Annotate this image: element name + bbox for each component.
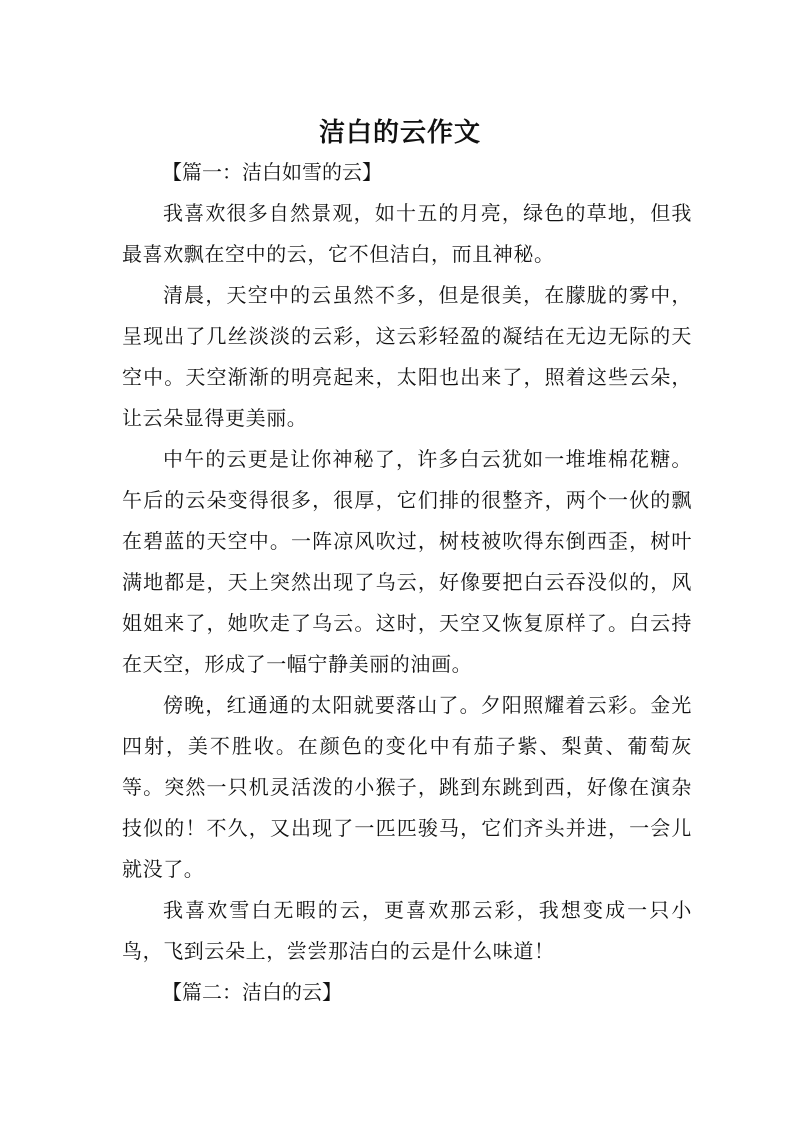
document-title: 洁白的云作文 xyxy=(318,118,481,149)
section-heading-2: 【篇二：洁白的云】 xyxy=(162,980,342,1004)
paragraph-5: 我喜欢雪白无暇的云，更喜欢那云彩，我想变成一只小鸟，飞到云朵上，尝尝那洁白的云是什么味道！ xyxy=(122,898,692,963)
paragraph-2: 清晨，天空中的云虽然不多，但是很美，在朦胧的雾中，呈现出了几丝淡淡的云彩，这云彩轻盈的凝结在无边无际的天空中。天空渐渐的明亮起来，太阳也出来了，照着这些云朵，让云朵显得更美丽。 xyxy=(122,283,692,430)
paragraph-3: 中午的云更是让你神秘了，许多白云犹如一堆堆棉花糖。午后的云朵变得很多，很厚，它们排的很整齐，两个一伙的飘在碧蓝的天空中。一阵凉风吹过，树枝被吹得东倒西歪，树叶满地都是，天上突然出现了乌云，好像要把白云吞没似的，风姐姐来了，她吹走了乌云。这时，天空又恢复原样了。白云持在天空，形成了一幅宁静美丽的油画。 xyxy=(122,447,692,676)
paragraph-4: 傍晚，红通通的太阳就要落山了。夕阳照耀着云彩。金光四射，美不胜收。在颜色的变化中有茄子紫、梨黄、葡萄灰等。突然一只机灵活泼的小猴子，跳到东跳到西，好像在演杂技似的！不久，又出现了一匹匹骏马，它们齐头并进，一会儿就没了。 xyxy=(122,693,692,881)
paragraph-1: 我喜欢很多自然景观，如十五的月亮，绿色的草地，但我最喜欢飘在空中的云，它不但洁白，而且神秘。 xyxy=(122,201,692,266)
section-heading-1: 【篇一：洁白如雪的云】 xyxy=(162,160,382,184)
document-body xyxy=(122,152,692,1013)
